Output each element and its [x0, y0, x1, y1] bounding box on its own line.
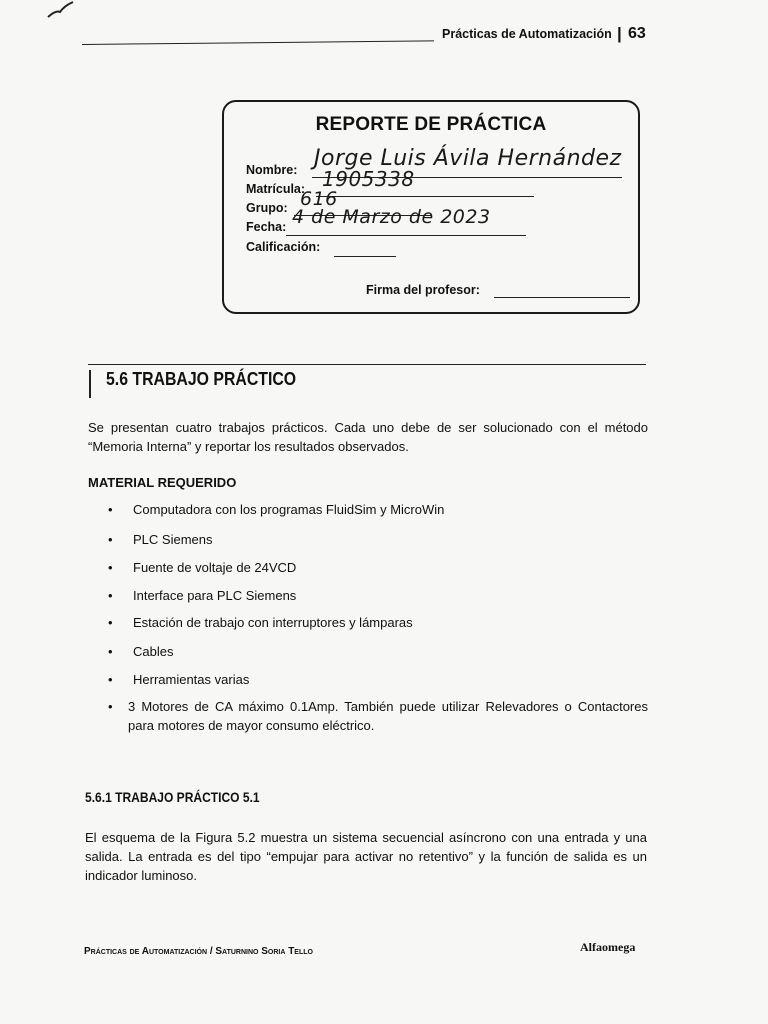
footer-publisher: Alfaomega: [580, 940, 636, 954]
firma-line: [494, 297, 630, 298]
material-title: MATERIAL REQUERIDO: [88, 475, 237, 490]
report-form: [222, 100, 640, 314]
section-rule: [88, 364, 646, 365]
matricula-label: Matrícula:: [246, 182, 306, 196]
subsection-text: El esquema de la Figura 5.2 muestra un sistema secuencial asíncrono con una entrada y una salida. La entrada es del tipo “empujar para activar no retentivo” y la función de salida es un indicador luminoso.: [85, 830, 647, 883]
document-page: Prácticas de Automatización | 63 REPORTE DE PRÁCTICA Nombre: Jorge Luis Ávila Hernández Matrícula: 1905338 Grupo: 616 Fecha: 4 de Marzo de 2023 Calificación: Firma del profesor: 5.6 TRABAJO PRÁCTICO Se presentan cuatro trabajos prácticos. Cada uno debe de ser solucionado con el método “Memoria Interna” y reportar los resultados observados. MATERIAL REQUERIDO • Computadora con los programas FluidSim y MicroWin • PLC Siemens • Fuente de voltaje de 24VCD • Interface para PLC Siemens • Estación de trabajo con interruptores y lámparas • Cables • Herramientas varias • 3 Motores de CA máximo 0.1Amp. También puede utilizar Relevadores o Contactores para motores de mayor consumo eléctrico. 5.6.1 TRABAJO PRÁCTICO 5.1 El esquema de la Figura 5.2 muestra un sistema secuencial asíncrono con una entrada y una salida. La entrada es del tipo “empujar para activar no retentivo” y la función de salida es un indicador luminoso. Prácticas de Automatización / Saturnino Soria Tello Alfaomega: [0, 0, 768, 1024]
fecha-label: Fecha:: [246, 220, 287, 234]
page-number: 63: [628, 25, 646, 42]
section-title: 5.6 TRABAJO PRÁCTICO: [106, 369, 297, 389]
firma-label: Firma del profesor:: [366, 283, 480, 297]
running-header-title: Prácticas de Automatización: [442, 27, 612, 41]
matricula-line: [316, 196, 534, 197]
grupo-value: 616: [300, 188, 338, 210]
matricula-value: 1905338: [322, 167, 415, 191]
header-separator: |: [617, 24, 622, 43]
nombre-value: Jorge Luis Ávila Hernández: [314, 146, 622, 171]
section-marker: [89, 370, 91, 398]
pen-mark-icon: [46, 0, 76, 20]
subsection-title: 5.6.1 TRABAJO PRÁCTICO 5.1: [85, 789, 260, 805]
section-intro: Se presentan cuatro trabajos prácticos. Cada uno debe de ser solucionado con el método “Memoria Interna” y reportar los resultados observados.: [88, 420, 648, 454]
fecha-line: [286, 235, 526, 236]
fecha-value: 4 de Marzo de 2023: [292, 206, 491, 228]
calificacion-line: [334, 256, 396, 257]
calificacion-label: Calificación:: [246, 240, 321, 254]
header-rule: [82, 40, 434, 45]
grupo-label: Grupo:: [246, 201, 288, 215]
nombre-label: Nombre:: [246, 163, 298, 177]
report-title: REPORTE DE PRÁCTICA: [315, 114, 547, 135]
footer-book-title: Prácticas de Automatización / Saturnino Soria Tello: [84, 946, 313, 957]
